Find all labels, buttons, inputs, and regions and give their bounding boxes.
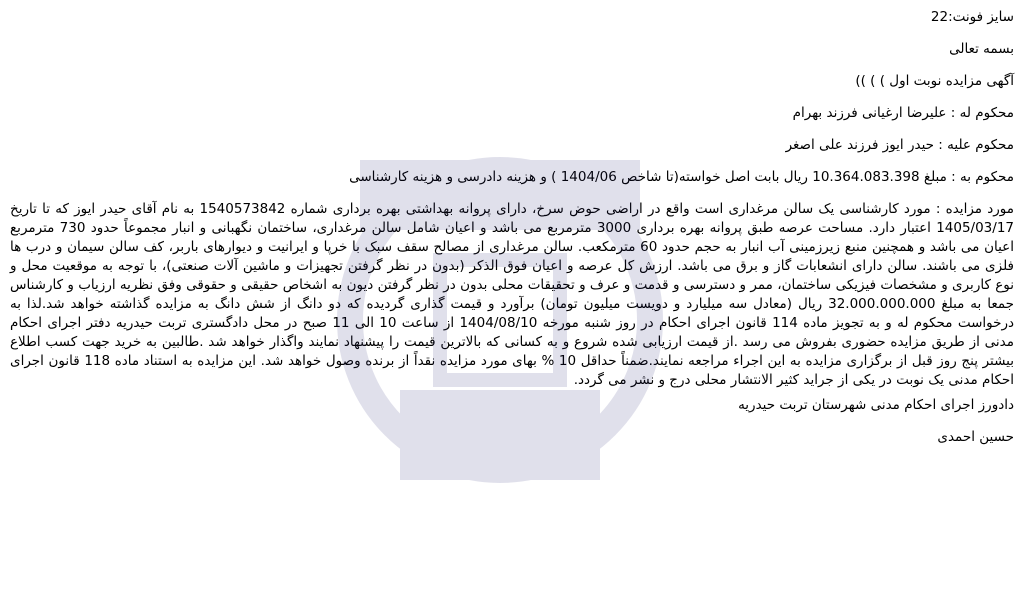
notice-title: آگهی مزایده نوبت اول ) ) )) (855, 73, 1014, 89)
auction-body-paragraph: مورد مزایده : مورد کارشناسی یک سالن مرغداری است واقع در اراضی حوض سرخ، دارای پروانه بهداشتی بهره برداری شماره 1540573842 به نام آقای حیدر ایوز که تا تاریخ 1405/03/17 اعتبار دارد. مساحت عرصه طبق پروانه بهره برداری 3000 مترمربع می باشد و اعیان شامل سالن مرغداری، ساختمان نگهبانی و انبار مجموعاً حدود 730 مترمربع اعیان می باشد و همچنین منبع زیرزمینی آب انبار به حجم حدود 60 مترمکعب. سالن مرغداری از مصالح سقف سبک با خرپا و ایرانیت و دیوارهای باربر، کف سالن سیمان و درب ها فلزی می باشند. سالن دارای انشعابات گاز و برق می باشد. ارزش کل عرصه و اعیان فوق الذکر (بدون در نظر گرفتن تجهیزات و ماشین آلات صنعتی)، با توجه به موقعیت محل و نوع کاربری و مشخصات فیزیکی ساختمان، ممر و دسترسی و قدمت و عرف و تحقیقات محلی بدون در نظر گرفتن دیون به اشخاص حقیقی و حقوقی وفق نظریه ارزیاب و کارشناس جمعا به مبلغ 32.000.000.000 ریال (معادل سه میلیارد و دویست میلیون تومان) برآورد و قیمت گذاری گردیده که دو دانگ از شش دانگ به مزایده گذاشته خواهد شد.لذا به درخواست محکوم له و به تجویز ماده 114 قانون اجرای احکام در روز شنبه مورخه 1404/08/10 از ساعت 10 الی 11 صبح در محل دادگستری تربت حیدریه دفتر اجرای احکام مدنی از طریق مزایده حضوری بفروش می رسد .از قیمت ارزیابی شده شروع و به کسانی که بالاترین قیمت را پیشنهاد نمایند واگذار خواهد شد .طالبین به خرید جهت کسب اطلاع بیشتر پنج روز قبل از برگزاری مزایده به این اجراء مراجعه نمایند.ضمناً حداقل 10 % بهای مورد مزایده نقداً از برنده وصول خواهد شد. این مزایده به استناد ماده 118 قانون اجرای احکام مدنی یک نوبت در یکی از جراید کثیر الانتشار محلی درج و نشر می گردد. (10, 201, 1015, 388)
signer-name: حسین احمدی (937, 429, 1014, 445)
font-size-note: سایز فونت:22 (930, 9, 1014, 25)
judgment-amount-line: محکوم به : مبلغ 10.364.083.398 ریال بابت اصل خواسته(تا شاخص 1404/06 ) و هزینه دادرسی و هزینه کارشناسی (349, 169, 1014, 185)
bismillah-heading: بسمه تعالی (949, 41, 1014, 57)
enforcement-office-line: دادورز اجرای احکام مدنی شهرستان تربت حیدریه (738, 397, 1014, 413)
plaintiff-line: محکوم له : علیرضا ارغیانی فرزند بهرام (792, 105, 1014, 121)
defendant-line: محکوم علیه : حیدر ایوز فرزند علی اصغر (785, 137, 1014, 153)
